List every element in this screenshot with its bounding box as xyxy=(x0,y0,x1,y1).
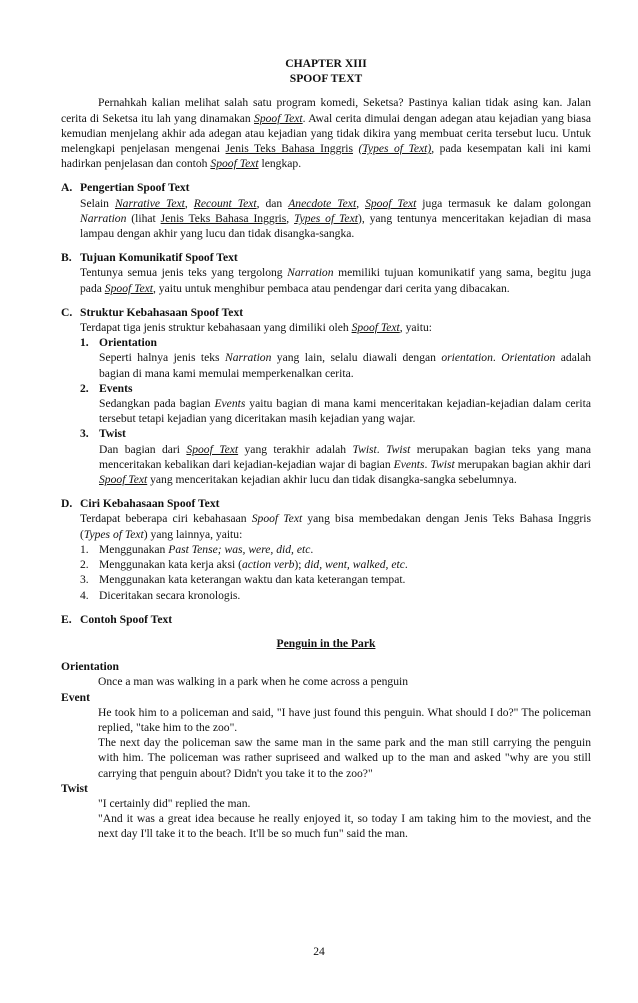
story-orientation-body: Once a man was walking in a park when he come across a penguin xyxy=(98,675,409,689)
section-d-body: Terdapat beberapa ciri kebahasaan Spoof Text yang bisa membedakan dengan Jenis Teks Bahasa Inggris (Types of Text) yang lainnya, yaitu: xyxy=(80,512,591,541)
page-number: 24 xyxy=(313,945,325,958)
story-event-paragraph-2: The next day the policeman saw the same man in the same park and the man still carrying the penguin with him. The policeman was rather supriseed and walked up to the man and asked "why are you still carrying that penguin about? Didn't you take it to the zoo?" xyxy=(98,736,591,780)
structure-twist-body: Dan bagian dari Spoof Text yang terakhir adalah Twist. Twist merupakan bagian teks yang mana menceritakan kebalikan dari kejadian-kejadian wajar di bagian Events. Twist merupakan bagian akhir dari Spoof Text yang menceritakan kejadian akhir lucu dan tidak disangka-sangka sebelumnya. xyxy=(99,442,592,487)
list-item: 1. Menggunakan Past Tense; was, were, did, etc. xyxy=(80,542,314,556)
section-e-heading: E. Contoh Spoof Text xyxy=(61,612,173,626)
structure-orientation-heading: 1. Orientation xyxy=(80,336,157,350)
story-twist-paragraph-1: "I certainly did" replied the man. xyxy=(98,796,251,810)
structure-events-body: Sedangkan pada bagian Events yaitu bagian di mana kami menceritakan kejadian-kejadian dalam cerita tersebut tetapi kejadian yang diceritakan masih kejadian yang wajar. xyxy=(99,397,592,426)
story-event-heading: Event xyxy=(61,690,90,704)
list-item: 3. Menggunakan kata keterangan waktu dan kata keterangan tempat. xyxy=(80,573,406,587)
structure-events-heading: 2. Events xyxy=(80,381,133,395)
list-item: 4. Diceritakan secara kronologis. xyxy=(80,588,241,602)
story-title: Penguin in the Park xyxy=(276,636,376,650)
section-b-heading: B. Tujuan Komunikatif Spoof Text xyxy=(61,251,238,265)
section-a-heading: A. Pengertian Spoof Text xyxy=(61,181,190,195)
story-event-paragraph-1: He took him to a policeman and said, "I have just found this penguin. What should I do?" The policeman replied, "take him to the zoo". xyxy=(98,705,591,734)
story-twist-paragraph-2: "And it was a great idea because he really enjoyed it, so today I am taking him to the moviest, and the next day I'll take it to the beach. It'll be so much fun" said the man. xyxy=(98,812,591,841)
story-orientation-heading: Orientation xyxy=(61,660,119,674)
structure-orientation-body: Seperti halnya jenis teks Narration yang lain, selalu diawali dengan orientation. Orientation adalah bagian di mana kami memulai memperkenalkan cerita. xyxy=(99,351,592,380)
structure-twist-heading: 3. Twist xyxy=(80,427,126,441)
section-c-body: Terdapat tiga jenis struktur kebahasaan yang dimiliki oleh Spoof Text, yaitu: xyxy=(80,321,432,335)
section-d-heading: D. Ciri Kebahasaan Spoof Text xyxy=(61,497,220,511)
chapter-number: CHAPTER XIII xyxy=(285,57,367,70)
section-b-body: Tentunya semua jenis teks yang tergolong Narration memiliki tujuan komunikatif yang sama, begitu juga pada Spoof Text, yaitu untuk menghibur pembaca atau pendengar dari cerita yang dibacakan. xyxy=(80,266,591,295)
story-twist-heading: Twist xyxy=(61,781,88,795)
document-page xyxy=(61,56,591,842)
list-item: 2. Menggunakan kata kerja aksi (action verb); did, went, walked, etc. xyxy=(80,558,408,572)
chapter-title: SPOOF TEXT xyxy=(289,72,363,86)
section-c-heading: C. Struktur Kebahasaan Spoof Text xyxy=(61,305,244,319)
intro-paragraph: Pernahkah kalian melihat salah satu program komedi, Seketsa? Pastinya kalian tidak asing kan. Jalan cerita di Seketsa itu lah yang dinamakan Spoof Text. Awal cerita dimulai dengan adegan atau kejadian yang biasa kemudian menjelang akhir ada adegan atau kejadian yang tidak dikira yang membuat cerita tersebut lucu. Untuk melengkapi penjelasan mengenai Jenis Teks Bahasa Inggris (Types of Text), pada kesempatan kali ini kami hadirkan penjelasan dan contoh Spoof Text lengkap. xyxy=(61,96,591,171)
section-a-body: Selain Narrative Text, Recount Text, dan Anecdote Text, Spoof Text juga termasuk ke dalam golongan Narration (lihat Jenis Teks Bahasa Inggris, Types of Text), yang tentunya menceritakan kejadian di masa lampau dengan akhir yang lucu dan tidak disangka-sangka. xyxy=(80,196,592,241)
